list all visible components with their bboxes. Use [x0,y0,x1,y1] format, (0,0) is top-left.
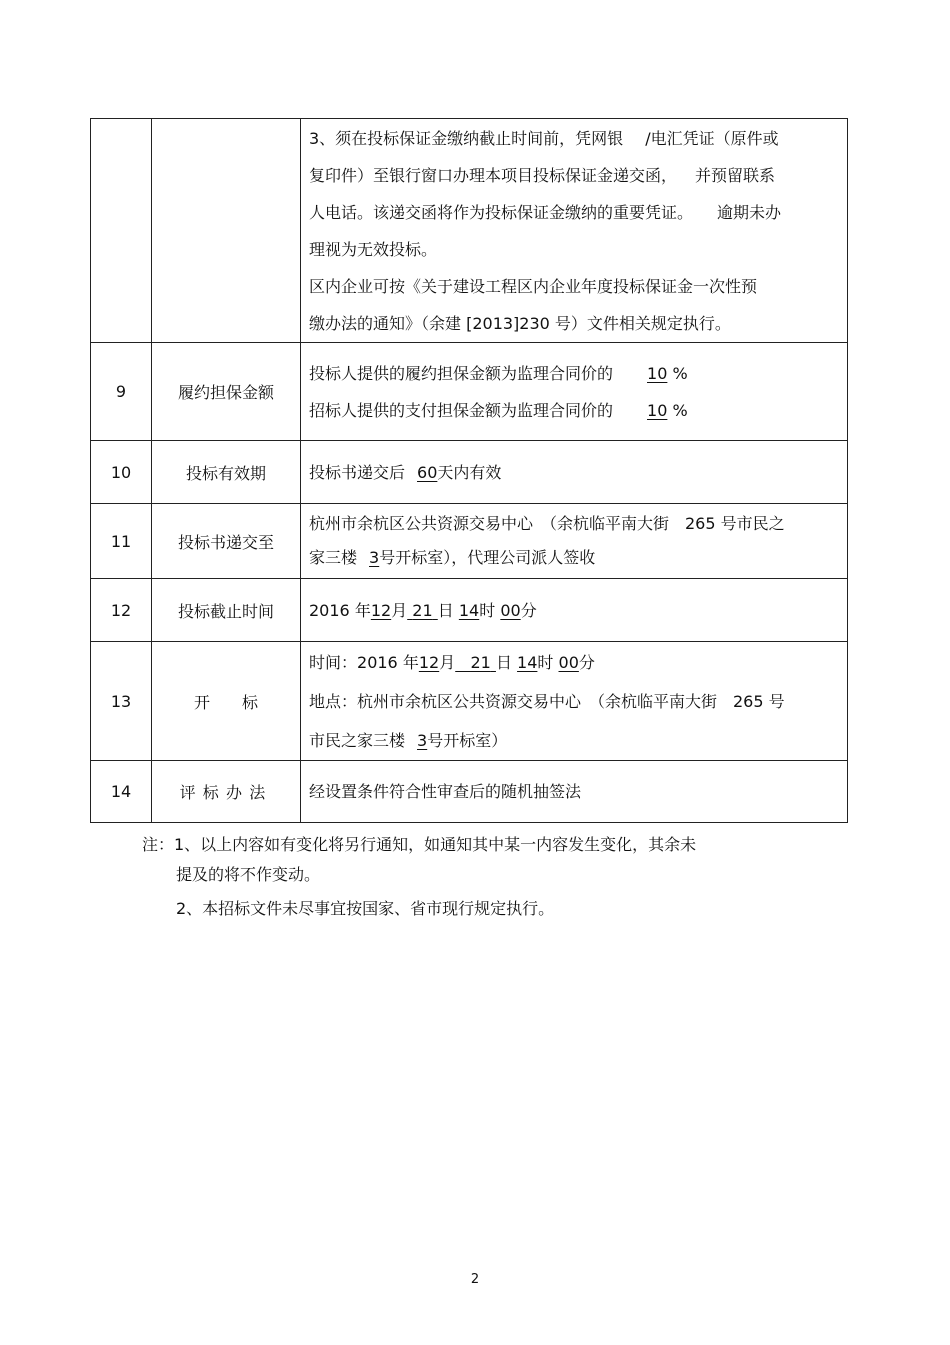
performance-guarantee-line: 投标人提供的履约担保金额为监理合同价的 10 % [309,363,688,383]
opening-time-line: 时间：2016 年12月 21 日 14时 00分 [309,652,595,672]
page-number: 2 [470,1272,480,1287]
row-number-cell: 10 [91,441,152,504]
content-line: 3、须在投标保证金缴纳截止时间前，凭网银 /电汇凭证（原件或 [309,128,779,148]
row-content-cell: 投标书递交后 60天内有效 [301,441,848,504]
row-number-cell: 12 [91,579,152,642]
row-label-cell: 评标办法 [152,761,301,823]
validity-days: 60 [417,462,438,482]
row-number-cell: 11 [91,504,152,579]
payment-guarantee-line: 招标人提供的支付担保金额为监理合同价的 10 % [309,400,688,420]
content-line: 人电话。该递交函将作为投标保证金缴纳的重要凭证。 逾期未办 [309,202,782,222]
row-number-cell: 14 [91,761,152,823]
row-content-cell: 杭州市余杭区公共资源交易中心 （余杭临平南大街 265 号市民之 家三楼 3号开标室），代理公司派人签收 [301,504,848,579]
row-label-cell [152,119,301,343]
table-row [91,119,848,343]
table-row [91,579,848,642]
note-1-line-2: 提及的将不作变动。 [176,865,321,884]
table-row [91,642,848,761]
row-content-cell: 时间：2016 年12月 21 日 14时 00分 地点：杭州市余杭区公共资源交易中心 （余杭临平南大街 265 号 市民之家三楼 3号开标室） [301,642,848,761]
row-content-cell [301,343,848,441]
evaluation-method: 经设置条件符合性审查后的随机抽签法 [309,782,582,801]
table-row [91,761,848,823]
row-label-cell: 开 标 [152,642,301,761]
percentage-value: 10 [647,363,668,383]
notes [142,830,696,924]
row-content-cell [301,119,848,343]
row-number-cell: 9 [91,343,152,441]
deadline-datetime: 2016 年12月 21 日 14时 00分 [309,600,537,620]
content-line: 区内企业可按《关于建设工程区内企业年度投标保证金一次性预 [309,276,758,296]
table-row [91,441,848,504]
opening-place-line: 地点：杭州市余杭区公共资源交易中心 （余杭临平南大街 265 号 [309,691,785,711]
row-content-cell [301,761,848,823]
note-2: 2、本招标文件未尽事宜按国家、省市现行规定执行。 [176,899,555,918]
table-row [91,343,848,441]
row-number-cell: 13 [91,642,152,761]
row-number-cell [91,119,152,343]
bid-info-table [90,118,848,823]
room-number: 3 [369,548,380,567]
delivery-address-line: 杭州市余杭区公共资源交易中心 （余杭临平南大街 265 号市民之 [309,514,785,533]
room-number: 3 [417,730,428,750]
row-content-cell [301,579,848,642]
row-label-cell: 投标截止时间 [152,579,301,642]
content-line: 复印件）至银行窗口办理本项目投标保证金递交函， 并预留联系 [309,165,776,185]
row-label-cell: 投标有效期 [152,441,301,504]
content-line: 缴办法的通知》（余建 [2013]230 号）文件相关规定执行。 [309,313,731,333]
row-label-cell: 投标书递交至 [152,504,301,579]
percentage-value: 10 [647,400,668,420]
content-line: 理视为无效投标。 [309,239,438,259]
row-label-cell: 履约担保金额 [152,343,301,441]
table-row [91,504,848,579]
note-1-line-1: 注：1、以上内容如有变化将另行通知，如通知其中某一内容发生变化，其余未 [142,835,697,854]
